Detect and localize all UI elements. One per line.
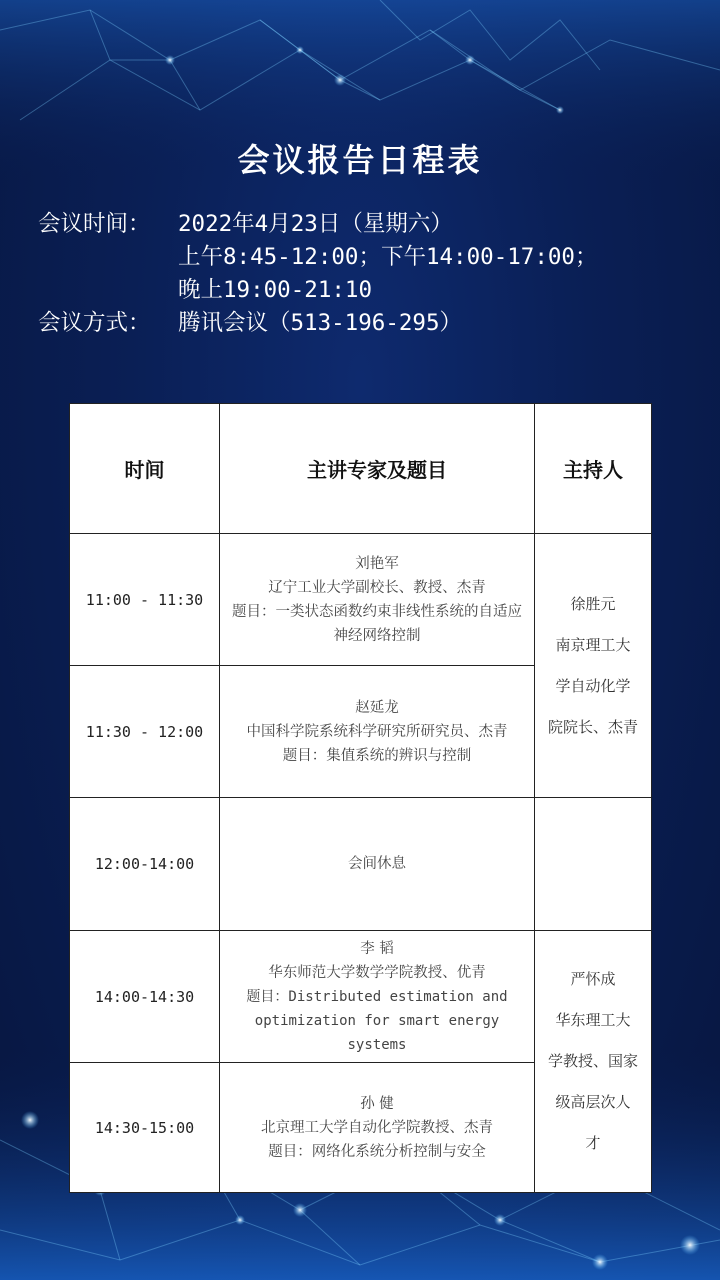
host-name: 严怀成: [570, 970, 616, 988]
schedule-table-wrapper: [69, 403, 651, 1193]
row-topic: [220, 666, 535, 798]
host-title-line: 学教授、国家: [547, 1052, 638, 1070]
row-topic: [220, 1063, 535, 1193]
header-host: 主持人: [535, 404, 652, 534]
talk-title: 题目：一类状态函数约束非线性系统的自适应神经网络控制: [232, 603, 522, 644]
meeting-mode-value: 腾讯会议（513-196-295）: [178, 310, 463, 336]
empty-host-cell: [535, 798, 652, 931]
host-title-line: 南京理工大: [555, 635, 631, 654]
speaker-name: 刘艳军: [355, 555, 399, 572]
row-time: 11:00 - 11:30: [70, 534, 220, 666]
speaker-affiliation: 华东师范大学数学学院教授、优青: [268, 964, 486, 981]
table-row: [70, 931, 652, 1063]
talk-title: 题目：网络化系统分析控制与安全: [268, 1143, 486, 1160]
meeting-time-row: [38, 208, 597, 241]
host-name: 徐胜元: [570, 594, 616, 613]
host-title-line: 学自动化学: [555, 676, 631, 695]
table-row: [70, 534, 652, 666]
host-title-line: 级高层次人: [555, 1093, 631, 1111]
header-speaker-topic: 主讲专家及题目: [220, 404, 535, 534]
row-time: 11:30 - 12:00: [70, 666, 220, 798]
speaker-name: 赵延龙: [355, 699, 399, 716]
table-row: [70, 798, 652, 931]
speaker-affiliation: 中国科学院系统科学研究所研究员、杰青: [246, 723, 508, 740]
talk-title: 题目：集值系统的辨识与控制: [282, 747, 472, 764]
table-header-row: [70, 404, 652, 534]
speaker-affiliation: 北京理工大学自动化学院教授、杰青: [261, 1119, 493, 1136]
talk-title: 题目：Distributed estimation and optimization for smart energy systems: [246, 988, 508, 1053]
host-title-line: 才: [585, 1134, 601, 1152]
meeting-hours: 上午8:45-12:00；下午14:00-17:00；: [178, 244, 598, 270]
row-topic: [220, 534, 535, 666]
row-topic: [220, 931, 535, 1063]
page-title: 会议报告日程表: [237, 141, 483, 179]
host-title-line: 院院长、杰青: [547, 717, 638, 736]
header-time: 时间: [70, 404, 220, 534]
meeting-mode-row: [38, 307, 597, 340]
meeting-evening: 晚上19:00-21:10: [178, 277, 373, 303]
meeting-date: 2022年4月23日（星期六）: [178, 211, 453, 237]
row-time: 14:00-14:30: [70, 931, 220, 1063]
break-text: 会间休息: [220, 798, 535, 931]
meeting-time-label: 会议时间：: [38, 211, 151, 237]
row-time: 14:30-15:00: [70, 1063, 220, 1193]
schedule-table: [69, 403, 652, 1193]
meeting-info: [38, 208, 597, 340]
host-cell: [535, 534, 652, 798]
speaker-name: 孙 健: [360, 1095, 394, 1112]
meeting-mode-label: 会议方式：: [38, 310, 151, 336]
row-time: 12:00-14:00: [70, 798, 220, 931]
speaker-name: 李 韬: [360, 940, 394, 957]
host-title-line: 华东理工大: [555, 1011, 631, 1029]
host-cell: [535, 931, 652, 1193]
speaker-affiliation: 辽宁工业大学副校长、教授、杰青: [268, 579, 486, 596]
